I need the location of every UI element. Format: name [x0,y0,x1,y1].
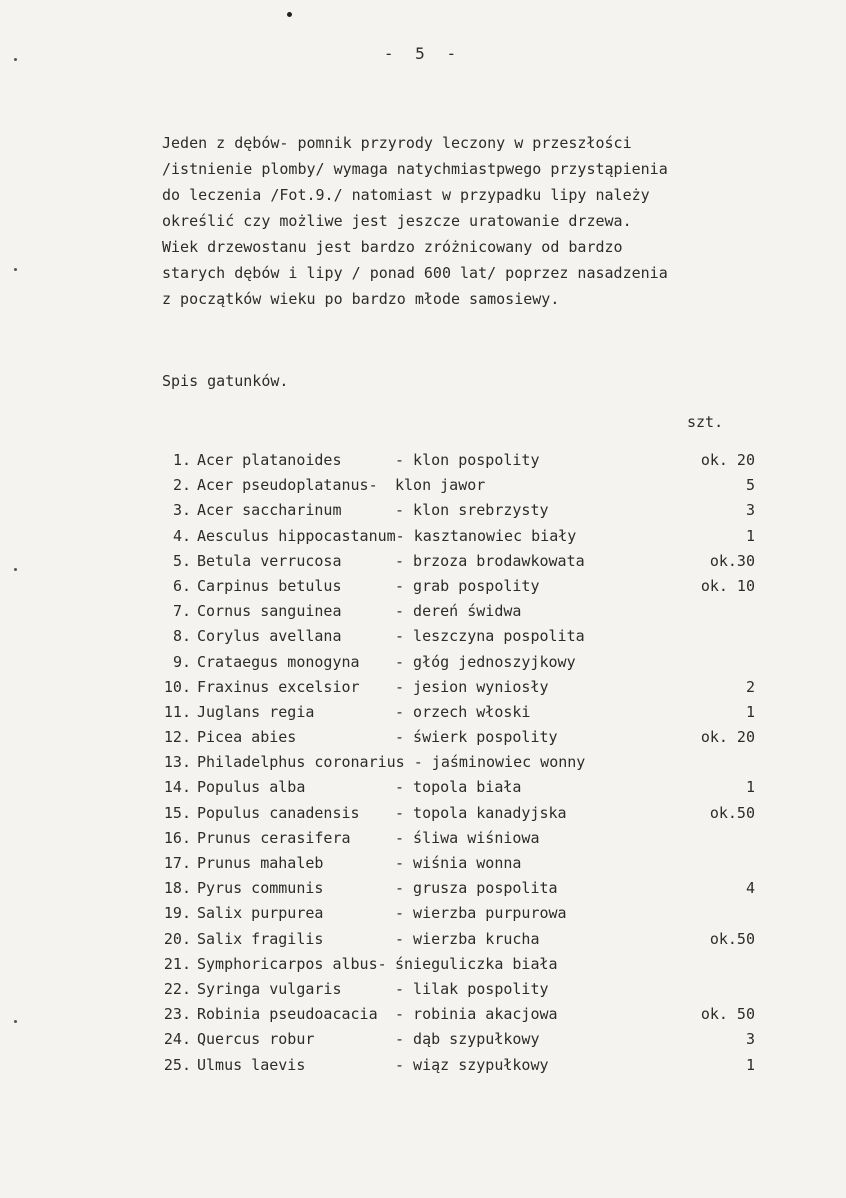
species-count: 1 [745,526,755,545]
species-number: 12. [163,728,191,747]
species-row [155,876,775,901]
species-row [155,675,775,700]
species-latin-name: Pyrus communis [197,879,324,898]
species-latin-name: Betula verrucosa [197,551,342,570]
species-count: 1 [745,778,755,797]
species-number: 18. [163,879,191,898]
species-count: 5 [745,476,755,495]
species-count: 3 [745,501,755,520]
species-latin-name: Acer pseudoplatanus- [197,476,378,495]
species-number: 9. [172,652,191,671]
page-number: - 5 - [383,44,463,63]
species-number: 19. [163,904,191,923]
species-latin-name: Salix fragilis [197,929,324,948]
species-number: 3. [172,501,191,520]
species-polish-name: - świerk pospolity [395,728,558,747]
species-latin-name: Prunus cerasifera [197,828,351,847]
species-latin-name: Cornus sanguinea [197,602,342,621]
species-polish-name: - dąb szypułkowy [395,1030,540,1049]
species-latin-name: Crataegus monogyna [197,652,360,671]
species-row [155,574,775,599]
species-list [155,448,775,1078]
species-row [155,498,775,523]
species-number: 24. [163,1030,191,1049]
species-row [155,851,775,876]
species-latin-name: Carpinus betulus [197,576,342,595]
species-row [155,750,775,775]
margin-mark [14,1020,17,1023]
species-polish-name: klon jawor [395,476,486,495]
species-count: ok.50 [709,803,755,822]
species-count: ok.30 [709,551,755,570]
paragraph-line: Wiek drzewostanu jest bardzo zróżnicowany od bardzo [162,238,623,256]
species-number: 11. [163,702,191,721]
species-polish-name: - brzoza brodawkowata [395,551,585,570]
species-count: ok. 10 [700,576,755,595]
species-count: ok. 50 [700,1005,755,1024]
ink-spot [287,12,292,17]
species-row [155,549,775,574]
species-polish-name: - topola biała [395,778,522,797]
species-polish-name: - wierzba purpurowa [395,904,567,923]
species-row [155,1002,775,1027]
species-row [155,1053,775,1078]
species-number: 1. [172,451,191,469]
species-latin-name: Salix purpurea [197,904,324,923]
species-list-heading: Spis gatunków. [162,372,289,390]
count-unit-label: szt. [687,413,724,431]
species-number: 6. [172,576,191,595]
species-number: 16. [163,828,191,847]
species-latin-name: Ulmus laevis [197,1055,306,1074]
species-latin-name: Syringa vulgaris [197,979,342,998]
body-paragraph [162,130,762,312]
species-count: 1 [745,702,755,721]
species-number: 5. [172,551,191,570]
species-row [155,1027,775,1052]
paragraph-line: /istnienie plomby/ wymaga natychmiastpwego przystąpienia [162,160,668,178]
species-latin-name: Populus canadensis [197,803,360,822]
species-count: ok.50 [709,929,755,948]
species-row [155,700,775,725]
species-polish-name: - śliwa wiśniowa [395,828,540,847]
species-row [155,448,775,473]
species-polish-name: - jesion wyniosły [395,677,549,696]
species-row [155,599,775,624]
species-latin-name: Acer platanoides [197,451,342,469]
species-polish-name: śnieguliczka biała [395,954,558,973]
species-polish-name: - robinia akacjowa [395,1005,558,1024]
species-row [155,624,775,649]
species-number: 25. [163,1055,191,1074]
species-latin-name: Philadelphus coronarius - jaśminowiec wonny [197,753,586,772]
species-latin-name: Acer saccharinum [197,501,342,520]
species-number: 14. [163,778,191,797]
species-polish-name: - grab pospolity [395,576,540,595]
paragraph-line: starych dębów i lipy / ponad 600 lat/ poprzez nasadzenia [162,264,668,282]
species-number: 23. [163,1005,191,1024]
species-row [155,927,775,952]
species-latin-name: Populus alba [197,778,306,797]
species-latin-name: Aesculus hippocastanum- kasztanowiec biały [197,526,577,545]
species-latin-name: Robinia pseudoacacia [197,1005,378,1024]
species-row [155,952,775,977]
species-row [155,826,775,851]
species-polish-name: - wiśnia wonna [395,854,522,872]
paragraph-line: do leczenia /Fot.9./ natomiast w przypadku lipy należy [162,186,650,204]
species-number: 7. [172,602,191,621]
species-polish-name: - klon srebrzysty [395,501,549,520]
paragraph-line: Jeden z dębów- pomnik przyrody leczony w przeszłości [162,134,632,152]
species-polish-name: - klon pospolity [395,451,540,469]
species-polish-name: - dereń świdwa [395,602,522,621]
species-row [155,901,775,926]
species-row [155,725,775,750]
species-polish-name: - wiąz szypułkowy [395,1055,549,1074]
species-latin-name: Fraxinus excelsior [197,677,360,696]
species-polish-name: - lilak pospolity [395,979,549,998]
species-row [155,801,775,826]
species-number: 21. [163,954,191,973]
species-number: 22. [163,979,191,998]
species-count: 2 [745,677,755,696]
species-polish-name: - grusza pospolita [395,879,558,898]
species-row [155,775,775,800]
paragraph-line: z początków wieku po bardzo młode samosiewy. [162,290,560,308]
species-number: 17. [163,854,191,872]
margin-mark [14,268,17,271]
species-polish-name: - głóg jednoszyjkowy [395,652,576,671]
species-number: 8. [172,627,191,646]
margin-mark [14,568,17,571]
paragraph-line: określić czy możliwe jest jeszcze uratowanie drzewa. [162,212,632,230]
species-count: 4 [745,879,755,898]
species-latin-name: Prunus mahaleb [197,854,324,872]
species-latin-name: Corylus avellana [197,627,342,646]
species-row [155,524,775,549]
species-polish-name: - topola kanadyjska [395,803,567,822]
species-count: 1 [745,1055,755,1074]
species-number: 13. [163,753,191,772]
species-latin-name: Quercus robur [197,1030,315,1049]
species-row [155,977,775,1002]
species-number: 2. [172,476,191,495]
species-number: 15. [163,803,191,822]
species-row [155,650,775,675]
species-count: ok. 20 [700,728,755,747]
species-count: 3 [745,1030,755,1049]
species-row [155,473,775,498]
species-latin-name: Picea abies [197,728,297,747]
species-number: 10. [163,677,191,696]
species-polish-name: - orzech włoski [395,702,531,721]
species-count: ok. 20 [700,451,755,469]
species-number: 4. [172,526,191,545]
species-polish-name: - leszczyna pospolita [395,627,585,646]
species-polish-name: - wierzba krucha [395,929,540,948]
species-latin-name: Symphoricarpos albus- [197,954,387,973]
species-latin-name: Juglans regia [197,702,315,721]
species-number: 20. [163,929,191,948]
